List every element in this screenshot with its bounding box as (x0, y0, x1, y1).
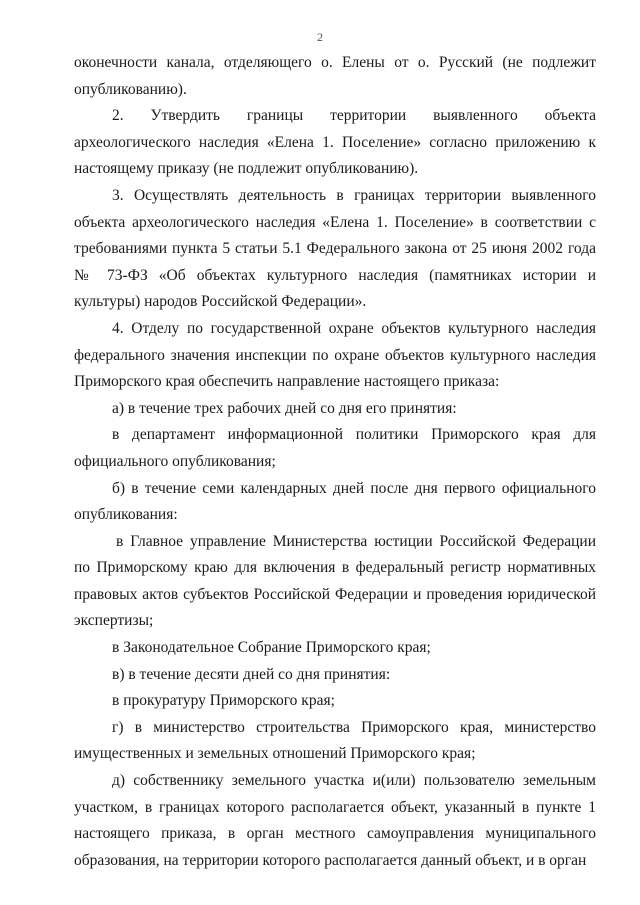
paragraph-item-3: 3. Осуществлять деятельность в границах территории выявленного объекта археологического наследия «Елена 1. Поселение» в соответствии с требованиями пункта 5 статьи 5.1 Федерального закона от 25 июня 2002 года № 73-ФЗ «Об объектах культурного наследия (памятниках истории и культуры) народов Российской Федерации». (74, 186, 596, 311)
recipient-ministry-of-justice: в Главное управление Министерства юстиции Российской Федерации по Приморскому краю для включения в федеральный регистр нормативных правовых актов субъектов Российской Федерации и проведения юридической экспертизы; (74, 532, 596, 630)
subitem-g: г) в министерство строительства Приморского края, министерство имущественных и земельных отношений Приморского края; (74, 718, 596, 763)
page-number: 2 (317, 30, 323, 44)
recipient-prosecutors-office: в прокуратуру Приморского края; (112, 692, 335, 710)
paragraph-item-2: 2. Утвердить границы территории выявленного объекта археологического наследия «Елена 1. Поселение» согласно приложению к настоящему приказу (не подлежит опубликованию). (74, 107, 596, 178)
recipient-info-policy-department: в департамент информационной политики Приморского края для официального опубликования; (74, 426, 596, 470)
document-body (74, 50, 596, 874)
paragraph-item-4: 4. Отделу по государственной охране объектов культурного наследия федерального значения инспекции по охране объектов культурного наследия Приморского края обеспечить направление настоящего приказа: (74, 319, 596, 391)
subitem-a: а) в течение трех рабочих дней со дня его принятия: (112, 399, 457, 417)
subitem-d: д) собственнику земельного участка и(или) пользователю земельным участком, в границах которого располагается объект, указанный в пункте 1 настоящего приказа, в орган местного самоуправления муниципального образования, на территории которого располагается данный объект, и в орган (74, 772, 596, 869)
recipient-legislative-assembly: в Законодательное Собрание Приморского края; (112, 639, 431, 657)
subitem-v: в) в течение десяти дней со дня принятия: (112, 665, 391, 683)
paragraph-continuation: оконечности канала, отделяющего о. Елены от о. Русский (не подлежит опубликованию). (74, 54, 596, 98)
subitem-b: б) в течение семи календарных дней после дня первого официального опубликования: (74, 479, 596, 524)
